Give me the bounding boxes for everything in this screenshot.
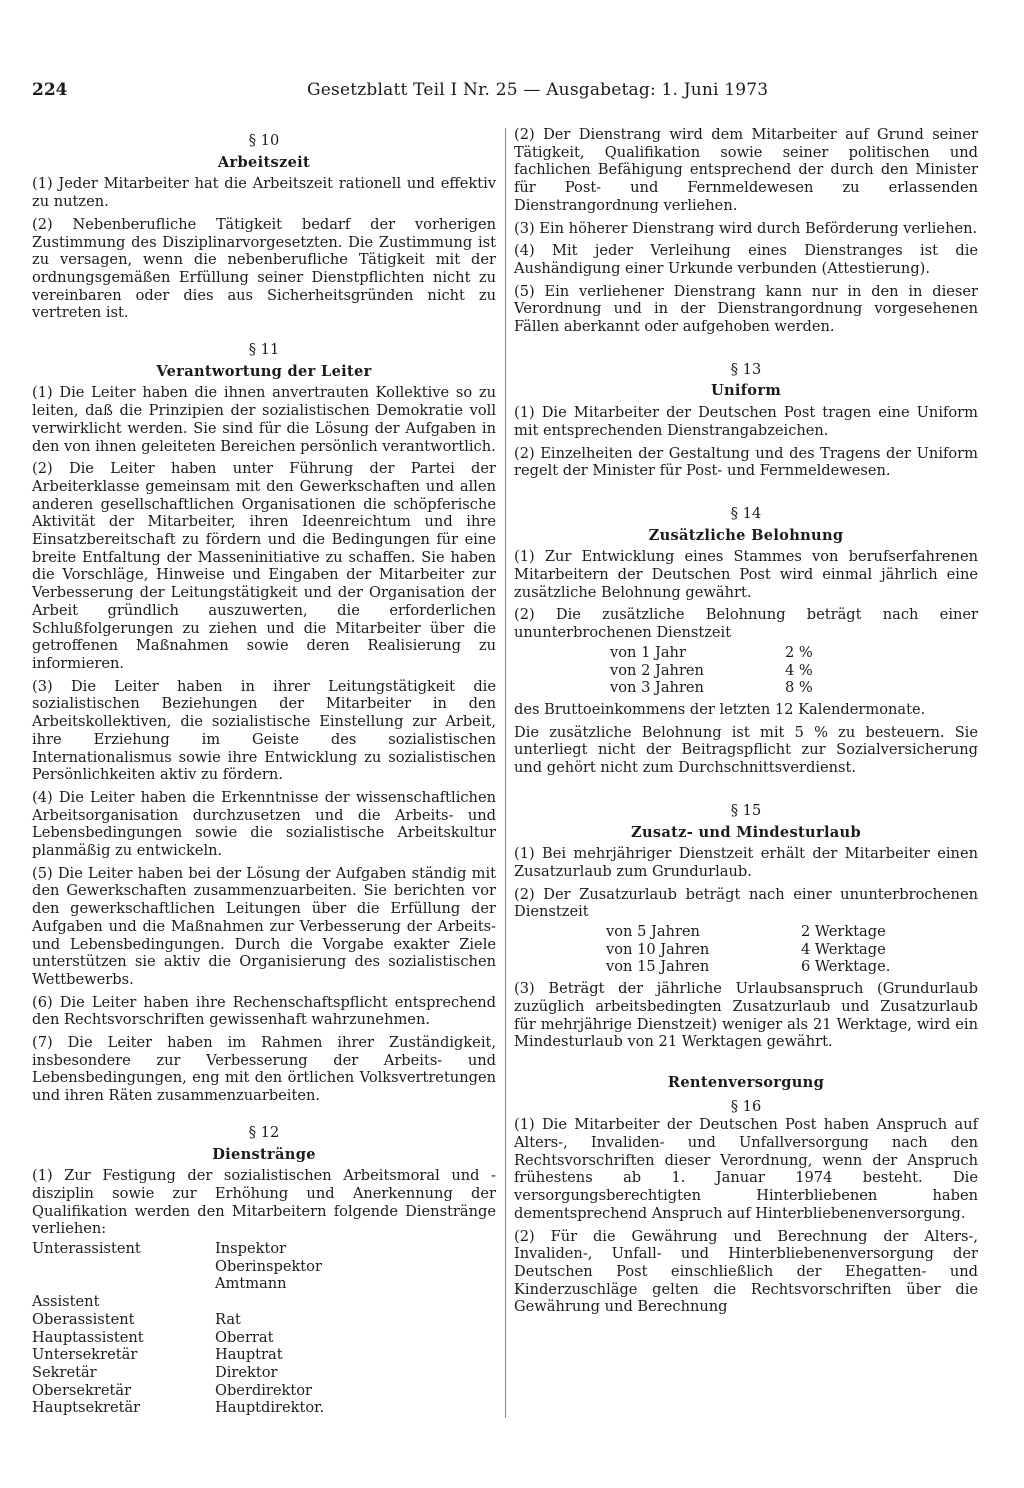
- section-11-title: Verantwortung der Leiter: [156, 362, 372, 380]
- section-16-para-2: (2) Für die Gewährung und Berechnung der Alters-, Invaliden-, Unfall- und Hinterbliebenenversorgung der Deutschen Post einschließlich der Ehegatten- und Kinderzuschläge gelten die Rechtsvorschriften über die Gewährung und Berechnung: [514, 1227, 978, 1316]
- section-11-para-1: (1) Die Leiter haben die ihnen anvertrauten Kollektive so zu leiten, daß die Prinzipien der sozialistischen Demokratie voll verwirklicht werden. Sie sind für die Lösung der Aufgaben in den von ihnen geleiteten Bereichen persönlich verantwortlich.: [32, 384, 496, 455]
- page-number: 224: [32, 80, 68, 100]
- rank-right: Rat: [215, 1310, 241, 1328]
- rank-left: Untersekretär: [32, 1346, 138, 1364]
- rank-right: Hauptrat: [215, 1346, 283, 1364]
- rate-period: von 2 Jahren: [610, 661, 704, 679]
- section-15-number: § 15: [730, 801, 762, 819]
- rate-value: 8 %: [785, 679, 813, 697]
- rank-right: Amtmann: [215, 1275, 287, 1293]
- section-15-para-2: (2) Der Zusatzurlaub beträgt nach einer ununterbrochenen Dienstzeit: [514, 885, 978, 921]
- section-12-para-3: (3) Ein höherer Dienstrang wird durch Beförderung verliehen.: [514, 219, 978, 237]
- section-10-para-1: (1) Jeder Mitarbeiter hat die Arbeitszeit rationell und effektiv zu nutzen.: [32, 175, 496, 211]
- section-10-number: § 10: [248, 132, 280, 149]
- section-11-number: § 11: [248, 341, 280, 359]
- section-14-para-2-end: des Bruttoeinkommens der letzten 12 Kalendermonate.: [514, 700, 926, 718]
- section-14-number: § 14: [730, 504, 762, 522]
- section-14-para-2: (2) Die zusätzliche Belohnung beträgt nach einer ununterbrochenen Dienstzeit: [514, 606, 978, 642]
- rate-period: von 1 Jahr: [610, 643, 686, 661]
- section-13-title: Uniform: [710, 382, 782, 400]
- section-14-para-3: Die zusätzliche Belohnung ist mit 5 % zu besteuern. Sie unterliegt nicht der Beitragspflicht zur Sozialversicherung und gehört nicht zum Durchschnittsverdienst.: [514, 723, 978, 777]
- left-column: [32, 126, 496, 1417]
- rank-right: Oberinspektor: [215, 1257, 322, 1275]
- rank-right: Direktor: [215, 1364, 278, 1381]
- section-11-para-2: (2) Die Leiter haben unter Führung der Partei der Arbeiterklasse gemeinsam mit den Gewerkschaften und allen anderen gesellschaftlichen Organisationen die schöpferische Aktivität der Mitarbeiter, ihren Ideenreichtum und ihre Einsatzbereitschaft zu fördern und die Bedingungen für eine breite Entfaltung der Masseninitiative zu schaffen. Sie haben die Vorschläge, Hinweise und Eingaben der Mitarbeiter zur Verbesserung der Leitungstätigkeit und der Organisation der Arbeit gründlich auszuwerten, die erforderlichen Schlußfolgerungen zu ziehen und die Mitarbeiter über die getroffenen Maßnahmen sowie deren Realisierung zu informieren.: [32, 460, 496, 672]
- section-11-para-3: (3) Die Leiter haben in ihrer Leitungstätigkeit die sozialistischen Beziehungen der Mitarbeiter in den Arbeitskollektiven, die sozialistische Einstellung zur Arbeit, ihre Erziehung im Geiste des sozialistischen Internationalismus sowie ihre Entwicklung zu sozialistischen Persönlichkeiten aktiv zu fördern.: [32, 677, 496, 784]
- leave-table: [606, 923, 978, 976]
- rank-left: Sekretär: [32, 1364, 97, 1381]
- leave-days: 2 Werktage: [801, 923, 886, 941]
- leave-days: 4 Werktage: [801, 940, 886, 958]
- section-12-number: § 12: [248, 1123, 280, 1141]
- rank-left: Unterassistent: [32, 1240, 141, 1258]
- leave-period: von 5 Jahren: [606, 923, 700, 941]
- rank-right: Inspektor: [215, 1240, 287, 1258]
- section-15-title: Zusatz- und Mindesturlaub: [631, 823, 861, 841]
- section-15-para-3: (3) Beträgt der jährliche Urlaubsanspruch (Grundurlaub zuzüglich arbeitsbedingten Zusatzurlaub und Zusatzurlaub für mehrjährige Dienstzeit) weniger als 21 Werktage, wird ein Mindesturlaub von 21 Werktagen gewährt.: [514, 980, 978, 1051]
- section-10-title: Arbeitszeit: [217, 153, 311, 171]
- rank-left: Hauptsekretär: [32, 1399, 141, 1417]
- rate-value: 4 %: [785, 661, 813, 679]
- rank-right: Hauptdirektor.: [215, 1399, 325, 1417]
- section-11-para-6: (6) Die Leiter haben ihre Rechenschaftspflicht entsprechend den Rechtsvorschriften gewissenhaft wahrzunehmen.: [32, 993, 496, 1029]
- section-12-para-5: (5) Ein verliehener Dienstrang kann nur in den in dieser Verordnung und in der Dienstrangordnung vorgesehenen Fällen aberkannt oder aufgehoben werden.: [514, 282, 978, 336]
- section-13-para-1: (1) Die Mitarbeiter der Deutschen Post tragen eine Uniform mit entsprechenden Dienstrangabzeichen.: [514, 404, 978, 439]
- section-12-title: Dienstränge: [212, 1145, 316, 1163]
- section-15-para-1: (1) Bei mehrjähriger Dienstzeit erhält der Mitarbeiter einen Zusatzurlaub zum Grundurlaub.: [514, 845, 978, 880]
- section-12-para-4: (4) Mit jeder Verleihung eines Dienstranges ist die Aushändigung einer Urkunde verbunden (Attestierung).: [514, 242, 978, 277]
- section-14-title: Zusätzliche Belohnung: [648, 526, 844, 544]
- column-divider: [505, 128, 506, 1418]
- rate-period: von 3 Jahren: [610, 679, 704, 697]
- section-10-para-2: (2) Nebenberufliche Tätigkeit bedarf der vorherigen Zustimmung des Disziplinarvorgesetzten. Die Zustimmung ist zu versagen, wenn die nebenberufliche Tätigkeit mit der ordnungsgemäßen Erfüllung seiner Dienstpflichten nicht zu vereinbaren oder dies aus Sicherheitsgründen nicht zu vertreten ist.: [32, 215, 496, 322]
- rank-left: Assistent: [32, 1293, 100, 1311]
- bonus-rate-table: [610, 644, 978, 697]
- section-12-para-1: (1) Zur Festigung der sozialistischen Arbeitsmoral und -disziplin sowie zur Erhöhung und Anerkennung der Qualifikation werden den Mitarbeitern folgende Dienstränge verliehen:: [32, 1167, 496, 1238]
- rank-right: Oberrat: [215, 1328, 274, 1346]
- section-12-para-2: (2) Der Dienstrang wird dem Mitarbeiter auf Grund seiner Tätigkeit, Qualifikation sowie seiner politischen und fachlichen Befähigung entsprechend der durch den Minister für Post- und Fernmeldewesen zu erlassenden Dienstrangordnung verliehen.: [514, 126, 978, 214]
- section-13-para-2: (2) Einzelheiten der Gestaltung und des Tragens der Uniform regelt der Minister für Post- und Fernmeldewesen.: [514, 444, 978, 480]
- section-11-para-7: (7) Die Leiter haben im Rahmen ihrer Zuständigkeit, insbesondere zur Verbesserung der Arbeits- und Lebensbedingungen, eng mit den örtlichen Volksvertretungen und ihren Räten zusammenzuarbeiten.: [32, 1034, 496, 1105]
- rank-list: [32, 1240, 496, 1417]
- section-13-number: § 13: [730, 360, 762, 378]
- rank-left: Obersekretär: [32, 1381, 132, 1399]
- section-14-para-1: (1) Zur Entwicklung eines Stammes von berufserfahrenen Mitarbeitern der Deutschen Post wird einmal jährlich eine zusätzliche Belohnung gewährt.: [514, 548, 978, 601]
- leave-period: von 10 Jahren: [606, 940, 710, 958]
- section-16-number: § 16: [730, 1097, 762, 1115]
- rank-left: Oberassistent: [32, 1310, 135, 1328]
- rank-right: Oberdirektor: [215, 1381, 313, 1399]
- section-11-para-4: (4) Die Leiter haben die Erkenntnisse der wissenschaftlichen Arbeitsorganisation durchzusetzen und die Arbeits- und Lebensbedingungen sowie die sozialistische Arbeitskultur planmäßig zu entwickeln.: [32, 788, 496, 860]
- section-16-heading: Rentenversorgung: [667, 1073, 825, 1091]
- section-16-para-1: (1) Die Mitarbeiter der Deutschen Post haben Anspruch auf Alters-, Invaliden- und Unfallversorgung nach den Rechtsvorschriften dieser Verordnung, wenn der Anspruch frühestens ab 1. Januar 1974 besteht. Die versorgungsberechtigten Hinterbliebenen haben dementsprechend Anspruch auf Hinterbliebenenversorgung.: [514, 1116, 978, 1222]
- rank-left: Hauptassistent: [32, 1328, 144, 1346]
- gazette-title: Gesetzblatt Teil I Nr. 25 — Ausgabetag: 1. Juni 1973: [307, 80, 769, 100]
- right-column: [514, 126, 978, 1321]
- leave-period: von 15 Jahren: [606, 958, 710, 976]
- leave-days: 6 Werktage.: [801, 958, 891, 976]
- section-11-para-5: (5) Die Leiter haben bei der Lösung der Aufgaben ständig mit den Gewerkschaften zusammenzuarbeiten. Sie berichten vor den gewerkschaftlichen Leitungen über die Erfüllung der Aufgaben und die Maßnahmen zur Verbesserung der Arbeits- und Lebensbedingungen. Durch die Vorgabe exakter Ziele unterstützen sie aktiv die Organisierung des sozialistischen Wettbewerbs.: [32, 864, 496, 988]
- page-header: [32, 80, 992, 110]
- rate-value: 2 %: [785, 643, 813, 661]
